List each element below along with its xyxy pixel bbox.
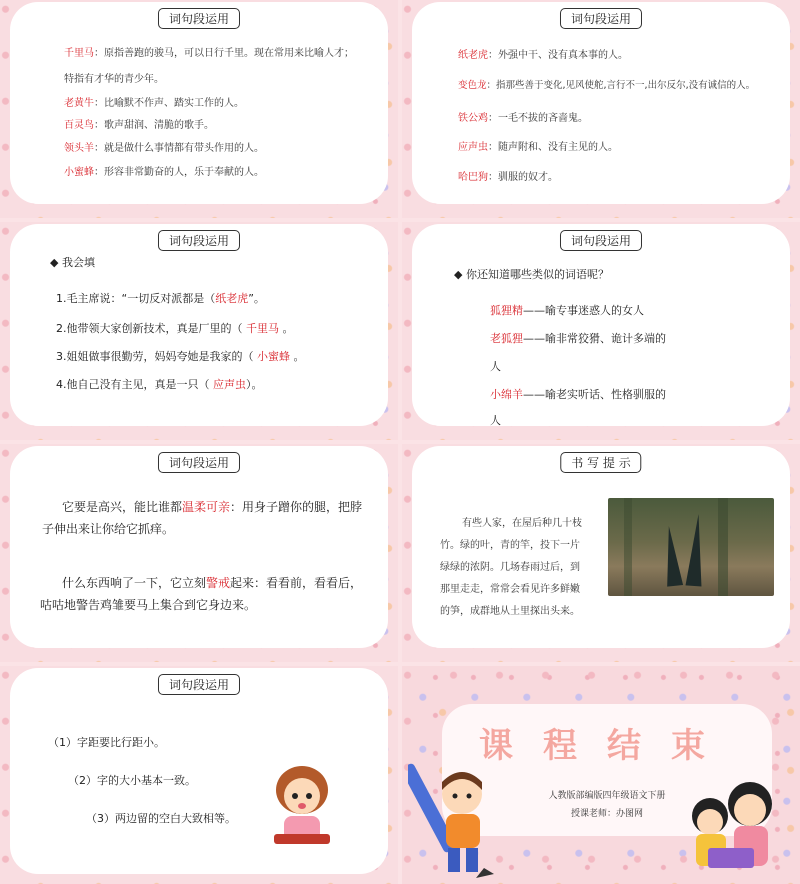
list-item: 人	[490, 414, 501, 427]
diamond-bullet-icon: ◆	[454, 268, 463, 281]
slide-5-card	[10, 446, 388, 648]
paragraph-1-cont: 子伸出来让你给它抓痒。	[42, 522, 175, 536]
slide-3[interactable]	[0, 222, 398, 440]
list-item: 小绵羊——喻老实听话、性格驯服的	[490, 388, 666, 401]
fill-item: 4.他自己没有主见，真是一只（ 应声虫）。	[56, 378, 263, 391]
list-item: 老狐狸——喻非常狡猾、诡计多端的	[490, 332, 666, 345]
question: ◆ 你还知道哪些类似的词语呢？	[454, 268, 609, 281]
paragraph-2-cont: 咕咕地警告鸡雏要马上集合到它身边来。	[40, 598, 257, 612]
fill-item: 1.毛主席说：“一切反对派都是（纸老虎”。	[56, 292, 265, 305]
text-line: 那里走走，常常会看见许多鲜嫩	[440, 584, 580, 595]
section-tag: 词句段运用	[158, 452, 240, 473]
section-tag: 词句段运用	[158, 230, 240, 251]
slide-6[interactable]	[402, 444, 800, 662]
paragraph-2: 什么东西响了一下，它立刻警戒起来：看看前，看看后，	[62, 576, 363, 590]
fill-item: 3.姐姐做事很勤劳，妈妈夸她是我家的（ 小蜜蜂 。	[56, 350, 305, 363]
list-item: 百灵鸟：歌声甜润、清脆的歌手。	[64, 120, 214, 131]
boy-with-pencil-illustration	[408, 750, 504, 884]
list-item: 老黄牛：比喻默不作声、踏实工作的人。	[64, 98, 244, 109]
girl-reading-illustration	[262, 760, 342, 856]
slide-8[interactable]	[402, 666, 800, 884]
slide-1-card	[10, 2, 388, 204]
bamboo-stem	[624, 498, 632, 596]
slide-7-card	[10, 668, 388, 874]
list-item: 变色龙：指那些善于变化,见风使舵,言行不一,出尔反尔,没有诚信的人。	[458, 80, 756, 91]
slide-3-card	[10, 224, 388, 426]
section-tag: 词句段运用	[158, 674, 240, 695]
bamboo-shoots-photo	[608, 498, 774, 596]
mother-child-reading-illustration	[678, 776, 788, 876]
slide-5[interactable]	[0, 444, 398, 662]
section-tag: 词句段运用	[158, 8, 240, 29]
section-tag: 词句段运用	[560, 230, 642, 251]
shoot-shape	[686, 514, 707, 587]
fill-item: 2.他带领大家创新技术，真是厂里的（ 千里马 。	[56, 322, 294, 335]
list-item: 领头羊：就是做什么事情都有带头作用的人。	[64, 143, 264, 154]
list-item: 特指有才华的青少年。	[64, 74, 164, 85]
course-subtitle: 人教版部编版四年级语文下册	[548, 791, 666, 801]
rule-item: （1）字距要比行距小。	[48, 736, 165, 749]
shoot-shape	[661, 525, 683, 586]
slide-4-card	[412, 224, 790, 426]
list-item: 人	[490, 360, 501, 373]
list-item: 哈巴狗：驯服的奴才。	[458, 172, 558, 183]
text-line: 有些人家，在屋后种几十枝	[462, 518, 582, 529]
list-item: 应声虫：随声附和、没有主见的人。	[458, 142, 618, 153]
slide-6-card	[412, 446, 790, 648]
slide-7[interactable]	[0, 666, 398, 884]
text-line: 绿绿的浓阴。几场春雨过后，到	[440, 562, 580, 573]
list-item: 千里马：原指善跑的骏马，可以日行千里。现在常用来比喻人才；	[64, 48, 354, 59]
text-line: 的笋，成群地从土里探出头来。	[440, 606, 580, 617]
slide-2-card	[412, 2, 790, 204]
section-tag: 书 写 提 示	[560, 452, 641, 473]
list-item: 狐狸精——喻专事迷惑人的女人	[490, 304, 644, 317]
slide-2[interactable]	[402, 0, 800, 218]
bamboo-stem	[718, 498, 728, 596]
paragraph-1: 它要是高兴，能比谁都温柔可亲：用身子蹭你的腿，把脖	[62, 500, 363, 514]
list-item: 纸老虎：外强中干、没有真本事的人。	[458, 50, 628, 61]
heading: ◆ 我会填	[50, 256, 95, 269]
teacher-label: 授课老师：办图网	[570, 809, 643, 819]
text-line: 竹。绿的叶，青的竿，投下一片	[440, 540, 580, 551]
list-item: 铁公鸡：一毛不拔的吝啬鬼。	[458, 113, 588, 124]
end-title: 课程结束	[479, 726, 735, 766]
section-tag: 词句段运用	[560, 8, 642, 29]
rule-item: （3）两边留的空白大致相等。	[86, 812, 236, 825]
slide-1[interactable]	[0, 0, 398, 218]
slide-4[interactable]	[402, 222, 800, 440]
rule-item: （2）字的大小基本一致。	[68, 774, 196, 787]
diamond-bullet-icon: ◆	[50, 256, 59, 269]
list-item: 小蜜蜂：形容非常勤奋的人，乐于奉献的人。	[64, 167, 264, 178]
